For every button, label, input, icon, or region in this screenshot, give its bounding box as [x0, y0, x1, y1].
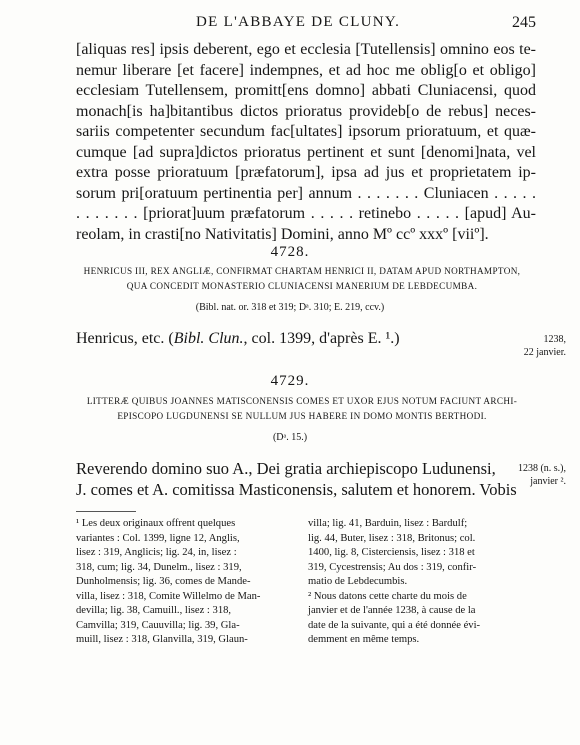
- footnote-line: matio de Lebdecumbis.: [308, 576, 408, 587]
- date-line: 1238 (n. s.),: [517, 463, 566, 474]
- text-line: ecclesiam Tutellensem, promitt[ens domno] abbati Cluniacensi, quod: [76, 82, 536, 99]
- footnote-line: variantes : Col. 1399, ligne 12, Anglis,: [76, 532, 240, 544]
- date-line: 22 janvier.: [523, 347, 566, 358]
- footnotes-left-column: [76, 517, 296, 648]
- charter-number-4728: 4728.: [270, 244, 310, 260]
- text-line: reolam, in crasti[no Nativitatis] Domini, anno Mº ccº xxxº [viiº].: [76, 225, 489, 243]
- footnote-line: lisez : 319, Anglicis; lig. 24, in, lisez :: [76, 547, 237, 558]
- footnote-line: villa, lisez : 318, Comite Willelmo de Man-: [76, 590, 261, 602]
- text-line: J. comes et A. comitissa Masticonensis, salutem et honorem. Vobis: [76, 480, 517, 499]
- footnote-line: ¹ Les deux originaux offrent quelques: [76, 518, 236, 529]
- footnote-line: Dunholmensis; lig. 36, comes de Mande-: [76, 576, 251, 587]
- italic-title: Bibl. Clun.: [173, 330, 244, 347]
- footnote-line: ² Nous datons cette charte du mois de: [308, 590, 467, 602]
- text-segment: , col. 1399, d'après E. ¹.): [243, 330, 400, 347]
- footnote-line: date de la suivante, qui a été donnée évi-: [308, 619, 481, 631]
- charter-4729-sources: (Dᵃ. 15.): [272, 432, 308, 443]
- date-line: janvier ².: [530, 476, 566, 487]
- charter-4728-date: [476, 333, 566, 359]
- title-line: LITTERÆ QUIBUS JOANNES MATISCONENSIS COMES ET UXOR EJUS NOTUM FACIUNT ARCHI-: [86, 396, 518, 406]
- charter-4729-text: [76, 458, 517, 500]
- title-line: QUA CONCEDIT MONASTERIO CLUNIACENSI MANERIUM DE LEBDECUMBA.: [126, 281, 478, 291]
- page-number: 245: [512, 14, 536, 31]
- running-title: DE L'ABBAYE DE CLUNY.: [196, 14, 401, 30]
- charter-4728-sources: (Bibl. nat. or. 318 et 319; Dᵃ. 310; E. 219, ccv.): [195, 302, 385, 313]
- footnotes-right-column: [308, 517, 528, 648]
- footnote-line: lig. 44, Buter, lisez : 318, Britonus; col.: [308, 532, 476, 544]
- text-line: sariis competenter secundum fac[ultates] ipsorum prioratuum, et quæ-: [76, 123, 536, 140]
- date-line: 1238,: [543, 334, 566, 345]
- text-line: monach[is ha]bitantibus dictos prioratus provideb[o de rebus] neces-: [76, 102, 536, 120]
- footnote-line: villa; lig. 41, Barduin, lisez : Bardulf;: [308, 518, 468, 529]
- charter-number-4729: 4729.: [270, 373, 310, 389]
- text-line: [aliquas res] ipsis deberent, ego et ecclesia [Tutellensis] omnino eos te-: [76, 41, 536, 58]
- footnote-line: Camvilla; 319, Cauuvilla; lig. 39, Gla-: [76, 619, 240, 631]
- footnote-line: devilla; lig. 38, Camuill., lisez : 318,: [76, 605, 232, 616]
- charter-4728-title: [62, 264, 542, 294]
- footnote-line: 318, cum; lig. 34, Dunelm., lisez : 319,: [76, 561, 242, 573]
- footnote-line: muill, lisez : 318, Glanvilla, 319, Glaun-: [76, 634, 248, 645]
- title-line: EPISCOPO LUGDUNENSI SE NULLUM JUS HABERE IN DOMO MONTIS BERTHODI.: [117, 411, 487, 421]
- text-line: extra posse prioratuum [præfatorum], ipsa ad jus et proprietatem ip-: [76, 164, 536, 181]
- running-header: [76, 14, 536, 36]
- footnote-line: 1400, lig. 8, Cisterciensis, lisez : 318 et: [308, 547, 475, 558]
- text-line: . . . . . . . [priorat]uum præfatorum . . . . . retinebo . . . . . [apud] Au-: [76, 205, 536, 222]
- footnote-line: demment en même temps.: [308, 634, 420, 645]
- footnote-line: janvier et de l'année 1238, à cause de la: [308, 605, 476, 616]
- text-line: cumque [ad supra]dictos prioratus pertinent et sunt [denomi]nata, vel: [76, 143, 536, 161]
- continuation-text: [76, 40, 536, 245]
- charter-4728-text: [76, 329, 536, 350]
- text-line: nemur liberare [et facere] indempnes, et ad hoc me oblig[o et obligo]: [76, 61, 536, 79]
- text-line: sorum pri[oratuum pertinentia per] annum . . . . . . . Cluniacen . . . . .: [76, 184, 536, 202]
- charter-4729-date: [476, 462, 566, 488]
- text-line: Reverendo domino suo A., Dei gratia archiepiscopo Ludunensi,: [76, 459, 496, 478]
- charter-4729-title: [62, 394, 542, 424]
- footnote-divider: [76, 511, 136, 512]
- text-segment: Henricus, etc. (: [76, 330, 174, 347]
- footnote-line: 319, Cycestrensis; Au dos : 319, confir-: [308, 561, 477, 573]
- title-line: HENRICUS III, REX ANGLIÆ, CONFIRMAT CHARTAM HENRICI II, DATAM APUD NORTHAMPTON,: [83, 266, 521, 276]
